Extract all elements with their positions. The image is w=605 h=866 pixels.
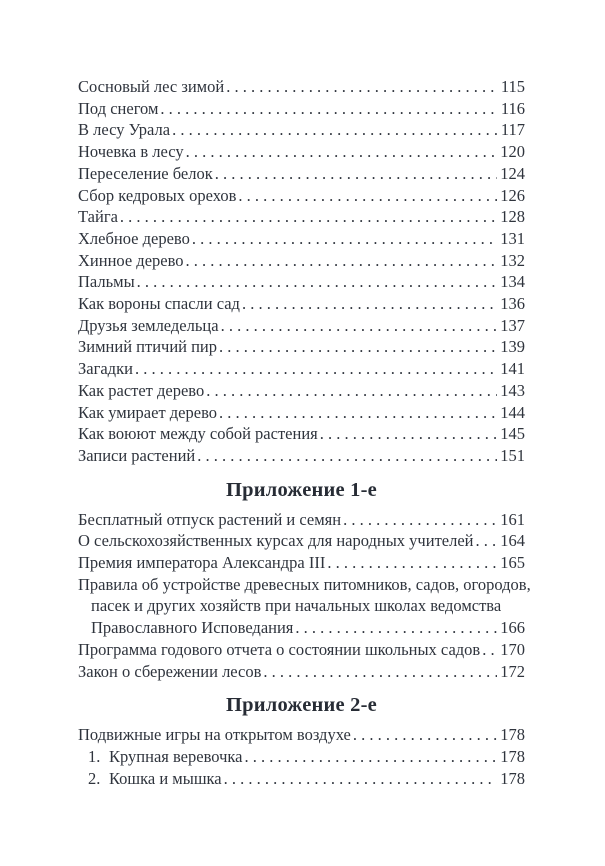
toc-entry [78, 228, 525, 250]
toc-entry [78, 552, 525, 574]
toc-entry-page: 124 [500, 163, 525, 183]
toc-entry-page: 115 [500, 77, 525, 96]
section-heading: Приложение 2-е [226, 694, 377, 717]
dot-leader [120, 206, 497, 228]
toc-entry-page: 164 [500, 531, 525, 551]
toc-entry-title: Тайга [78, 207, 118, 227]
dot-leader [197, 445, 497, 467]
toc-entry-line: пасек и других хозяйств при начальных школах ведомства [91, 596, 502, 616]
toc-entry-title: Загадки [78, 359, 133, 379]
toc-entry [78, 639, 525, 661]
toc-entry-title: Зимний птичий пир [78, 337, 218, 357]
toc-entry-page: 139 [500, 337, 525, 357]
dot-leader [242, 293, 497, 315]
dot-leader [320, 423, 498, 445]
dot-leader [172, 119, 498, 141]
toc-entry-page: 145 [500, 424, 525, 444]
toc-entry-page: 166 [500, 618, 525, 638]
toc-entry-title: Крупная веревочка [109, 746, 243, 766]
toc-entry [78, 768, 525, 790]
toc-entry [78, 98, 525, 120]
table-of-contents [78, 76, 531, 789]
toc-entry-page: 136 [500, 294, 525, 314]
toc-entry-title: Под снегом [78, 98, 159, 118]
toc-entry [78, 119, 525, 141]
toc-entry-title: Как умирает дерево [78, 402, 218, 422]
toc-entry [78, 402, 525, 424]
toc-entry [78, 271, 525, 293]
dot-leader [224, 768, 498, 790]
dot-leader [482, 639, 497, 661]
toc-entry-page: 131 [500, 228, 525, 248]
dot-leader [192, 228, 497, 250]
dot-leader [263, 661, 497, 683]
toc-entry [78, 358, 525, 380]
toc-entry-title: Сбор кедровых орехов [78, 185, 237, 205]
toc-entry-number: 1. [88, 746, 101, 766]
toc-entry-title: Православного Исповедания [91, 618, 294, 638]
toc-entry [78, 530, 525, 552]
dot-leader [238, 185, 497, 207]
toc-entry-page: 178 [500, 768, 525, 788]
toc-entry-title: О сельскохозяйственных курсах для народных учителей [78, 531, 474, 551]
dot-leader [215, 163, 498, 185]
toc-entry-page: 178 [500, 746, 525, 766]
dot-leader [135, 358, 497, 380]
toc-entry [78, 445, 525, 467]
toc-entry [78, 380, 525, 402]
toc-entry [78, 617, 525, 639]
toc-entry-title: В лесу Урала [78, 120, 171, 140]
dot-leader [353, 724, 497, 746]
dot-leader [219, 336, 497, 358]
dot-leader [186, 141, 498, 163]
toc-entry [78, 163, 525, 185]
dot-leader [343, 509, 497, 531]
toc-entry [78, 293, 525, 315]
toc-entry [78, 206, 525, 228]
toc-entry-page: 141 [500, 359, 525, 379]
dot-leader [295, 617, 497, 639]
toc-entry-page: 134 [500, 272, 525, 292]
toc-entry-title: Подвижные игры на открытом воздухе [78, 725, 351, 745]
toc-entry-title: Премия императора Александра III [78, 553, 326, 573]
toc-entry-title: Закон о сбережении лесов [78, 661, 262, 681]
toc-entry-page: 165 [500, 553, 525, 573]
toc-entry [78, 185, 525, 207]
dot-leader [206, 380, 497, 402]
dot-leader [226, 76, 498, 98]
toc-entry-title: Кошка и мышка [109, 768, 222, 788]
toc-entry-title: Сосновый лес зимой [78, 77, 225, 96]
toc-entry [78, 509, 525, 531]
toc-entry-title: Хинное дерево [78, 250, 184, 270]
toc-entry-line: Правила об устройстве древесных питомников, садов, огородов, [78, 574, 531, 594]
toc-entry-title: Ночевка в лесу [78, 142, 184, 162]
toc-entry-page: 143 [500, 380, 525, 400]
toc-entry-title: Как воюют между собой растения [78, 424, 318, 444]
dot-leader [475, 530, 497, 552]
toc-entry-page: 117 [500, 120, 525, 140]
toc-entry-page: 116 [500, 98, 525, 118]
section-heading: Приложение 1-е [226, 478, 377, 501]
toc-entry-title: Записи растений [78, 445, 196, 465]
dot-leader [137, 271, 498, 293]
toc-entry [78, 423, 525, 445]
dot-leader [244, 746, 497, 768]
toc-entry-page: 172 [500, 661, 525, 681]
toc-entry-page: 151 [500, 445, 525, 465]
toc-entry-page: 170 [500, 639, 525, 659]
toc-entry-page: 132 [500, 250, 525, 270]
dot-leader [221, 315, 498, 337]
dot-leader [219, 402, 497, 424]
dot-leader [160, 98, 497, 120]
toc-entry-title: Бесплатный отпуск растений и семян [78, 509, 342, 529]
dot-leader [327, 552, 497, 574]
toc-entry [78, 724, 525, 746]
toc-entry [78, 661, 525, 683]
toc-entry-title: Как растет дерево [78, 380, 205, 400]
toc-entry-page: 161 [500, 509, 525, 529]
toc-entry [78, 336, 525, 358]
toc-entry-title: Программа годового отчета о состоянии школьных садов [78, 639, 481, 659]
toc-entry-title: Пальмы [78, 272, 135, 292]
toc-entry [78, 250, 525, 272]
toc-entry-number: 2. [88, 768, 101, 788]
toc-entry-title: Друзья земледельца [78, 315, 219, 335]
toc-entry [78, 315, 525, 337]
toc-entry-title: Хлебное дерево [78, 228, 190, 248]
toc-entry-title: Переселение белок [78, 163, 213, 183]
toc-entry-page: 144 [500, 402, 525, 422]
toc-entry [78, 746, 525, 768]
toc-entry-page: 126 [500, 185, 525, 205]
toc-entry-page: 120 [500, 142, 525, 162]
toc-entry-page: 178 [500, 725, 525, 745]
toc-entry [78, 76, 525, 98]
toc-entry [78, 141, 525, 163]
toc-entry-page: 128 [500, 207, 525, 227]
toc-entry-title: Как вороны спасли сад [78, 294, 240, 314]
dot-leader [186, 250, 498, 272]
toc-entry-page: 137 [500, 315, 525, 335]
